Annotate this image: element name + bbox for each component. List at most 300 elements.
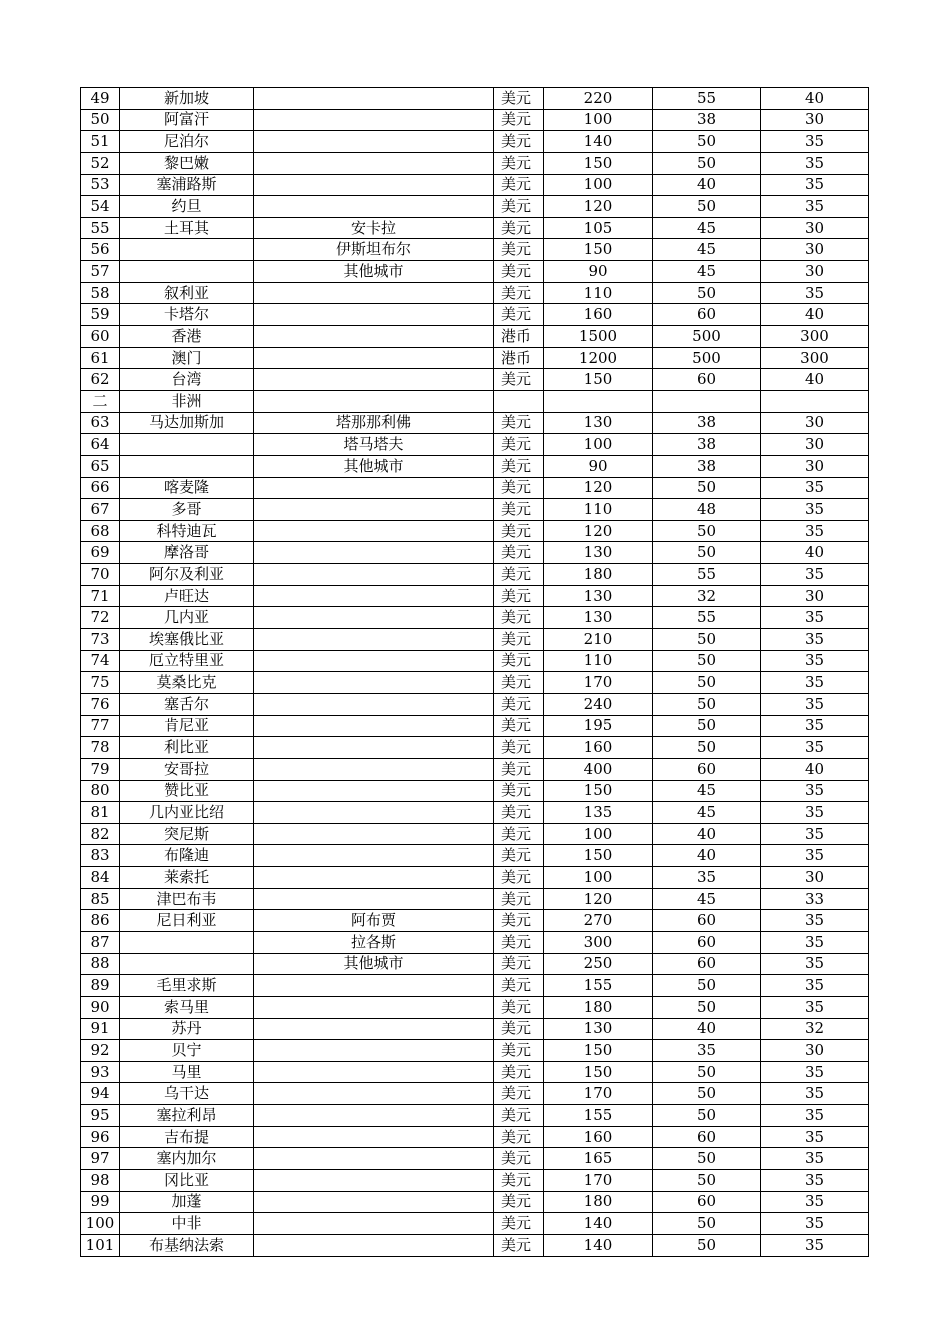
country-cell: 毛里求斯: [120, 975, 254, 997]
value-cell-1: 130: [544, 607, 653, 629]
table-row: [81, 1170, 869, 1192]
row-number-cell: 61: [81, 347, 120, 369]
value-cell-2: 50: [653, 629, 761, 651]
country-cell: 卡塔尔: [120, 304, 254, 326]
value-cell-3: 35: [761, 1191, 869, 1213]
value-cell-1: 300: [544, 931, 653, 953]
table-row: [81, 910, 869, 932]
country-cell: 阿尔及利亚: [120, 564, 254, 586]
currency-cell: 美元: [494, 1191, 544, 1213]
value-cell-2: 50: [653, 152, 761, 174]
country-cell: 非洲: [120, 390, 254, 412]
currency-cell: 美元: [494, 196, 544, 218]
value-cell-1: 130: [544, 1018, 653, 1040]
value-cell-3: 35: [761, 780, 869, 802]
city-cell: 伊斯坦布尔: [254, 239, 494, 261]
value-cell-3: 35: [761, 1061, 869, 1083]
currency-cell: 美元: [494, 520, 544, 542]
country-cell: 赞比亚: [120, 780, 254, 802]
value-cell-3: 35: [761, 196, 869, 218]
country-cell: 塞拉利昂: [120, 1105, 254, 1127]
table-row: [81, 369, 869, 391]
city-cell: [254, 737, 494, 759]
value-cell-1: 165: [544, 1148, 653, 1170]
country-cell: [120, 953, 254, 975]
value-cell-1: 155: [544, 1105, 653, 1127]
currency-cell: 美元: [494, 477, 544, 499]
row-number-cell: 54: [81, 196, 120, 218]
value-cell-1: 100: [544, 174, 653, 196]
table-row: [81, 953, 869, 975]
value-cell-3: 35: [761, 1083, 869, 1105]
city-cell: [254, 1213, 494, 1235]
currency-cell: 美元: [494, 434, 544, 456]
currency-cell: 美元: [494, 1083, 544, 1105]
value-cell-2: 50: [653, 715, 761, 737]
value-cell-1: 220: [544, 88, 653, 110]
value-cell-1: 110: [544, 282, 653, 304]
expense-standard-table: [80, 87, 869, 1257]
city-cell: [254, 174, 494, 196]
table-row: [81, 1083, 869, 1105]
city-cell: [254, 131, 494, 153]
city-cell: [254, 88, 494, 110]
country-cell: 卢旺达: [120, 585, 254, 607]
table-row: [81, 585, 869, 607]
city-cell: [254, 629, 494, 651]
table-row: [81, 455, 869, 477]
city-cell: [254, 1148, 494, 1170]
value-cell-3: 35: [761, 802, 869, 824]
value-cell-3: 35: [761, 1170, 869, 1192]
country-cell: 新加坡: [120, 88, 254, 110]
country-cell: [120, 261, 254, 283]
currency-cell: 美元: [494, 867, 544, 889]
table-row: [81, 975, 869, 997]
value-cell-1: 100: [544, 109, 653, 131]
value-cell-2: 50: [653, 996, 761, 1018]
value-cell-2: 60: [653, 931, 761, 953]
country-cell: 香港: [120, 326, 254, 348]
table-row: [81, 823, 869, 845]
currency-cell: 美元: [494, 975, 544, 997]
city-cell: 塔马塔夫: [254, 434, 494, 456]
row-number-cell: 79: [81, 758, 120, 780]
currency-cell: 美元: [494, 780, 544, 802]
row-number-cell: 90: [81, 996, 120, 1018]
value-cell-3: 35: [761, 131, 869, 153]
value-cell-3: 30: [761, 239, 869, 261]
value-cell-1: 140: [544, 1213, 653, 1235]
value-cell-1: 130: [544, 412, 653, 434]
value-cell-1: 140: [544, 131, 653, 153]
value-cell-2: 35: [653, 1040, 761, 1062]
value-cell-3: 35: [761, 953, 869, 975]
value-cell-3: 35: [761, 910, 869, 932]
value-cell-2: 45: [653, 802, 761, 824]
value-cell-1: 270: [544, 910, 653, 932]
row-number-cell: 97: [81, 1148, 120, 1170]
currency-cell: 美元: [494, 953, 544, 975]
value-cell-1: 135: [544, 802, 653, 824]
city-cell: 安卡拉: [254, 217, 494, 239]
value-cell-1: 150: [544, 780, 653, 802]
country-cell: 澳门: [120, 347, 254, 369]
row-number-cell: 72: [81, 607, 120, 629]
value-cell-3: 35: [761, 520, 869, 542]
row-number-cell: 80: [81, 780, 120, 802]
value-cell-2: 50: [653, 477, 761, 499]
value-cell-3: 35: [761, 1148, 869, 1170]
value-cell-2: 45: [653, 780, 761, 802]
country-cell: 莫桑比克: [120, 672, 254, 694]
value-cell-3: [761, 390, 869, 412]
currency-cell: 美元: [494, 672, 544, 694]
currency-cell: 美元: [494, 217, 544, 239]
city-cell: [254, 326, 494, 348]
row-number-cell: 91: [81, 1018, 120, 1040]
currency-cell: 美元: [494, 564, 544, 586]
city-cell: [254, 1191, 494, 1213]
value-cell-3: 30: [761, 412, 869, 434]
row-number-cell: 58: [81, 282, 120, 304]
value-cell-1: 160: [544, 304, 653, 326]
currency-cell: 美元: [494, 996, 544, 1018]
country-cell: 科特迪瓦: [120, 520, 254, 542]
city-cell: [254, 888, 494, 910]
value-cell-3: 35: [761, 477, 869, 499]
row-number-cell: 87: [81, 931, 120, 953]
country-cell: [120, 239, 254, 261]
country-cell: 布基纳法索: [120, 1234, 254, 1256]
value-cell-3: 30: [761, 1040, 869, 1062]
table-row: [81, 845, 869, 867]
table-row: [81, 347, 869, 369]
country-cell: 布隆迪: [120, 845, 254, 867]
city-cell: [254, 109, 494, 131]
value-cell-3: 40: [761, 304, 869, 326]
value-cell-3: 32: [761, 1018, 869, 1040]
city-cell: 阿布贾: [254, 910, 494, 932]
value-cell-2: 38: [653, 434, 761, 456]
country-cell: [120, 931, 254, 953]
city-cell: [254, 196, 494, 218]
row-number-cell: 95: [81, 1105, 120, 1127]
row-number-cell: 68: [81, 520, 120, 542]
value-cell-3: 35: [761, 715, 869, 737]
row-number-cell: 71: [81, 585, 120, 607]
currency-cell: 美元: [494, 1126, 544, 1148]
currency-cell: 美元: [494, 455, 544, 477]
value-cell-1: 105: [544, 217, 653, 239]
table-row: [81, 542, 869, 564]
value-cell-2: 50: [653, 1213, 761, 1235]
value-cell-2: 50: [653, 650, 761, 672]
currency-cell: 美元: [494, 412, 544, 434]
city-cell: 拉各斯: [254, 931, 494, 953]
row-number-cell: 66: [81, 477, 120, 499]
row-number-cell: 98: [81, 1170, 120, 1192]
value-cell-2: [653, 390, 761, 412]
country-cell: 突尼斯: [120, 823, 254, 845]
table-row: [81, 1018, 869, 1040]
value-cell-3: 35: [761, 672, 869, 694]
currency-cell: 美元: [494, 1061, 544, 1083]
city-cell: [254, 780, 494, 802]
value-cell-3: 35: [761, 931, 869, 953]
currency-cell: 美元: [494, 650, 544, 672]
value-cell-3: 40: [761, 369, 869, 391]
value-cell-3: 35: [761, 996, 869, 1018]
value-cell-2: 38: [653, 412, 761, 434]
city-cell: [254, 845, 494, 867]
row-number-cell: 59: [81, 304, 120, 326]
currency-cell: 美元: [494, 629, 544, 651]
value-cell-2: 55: [653, 88, 761, 110]
value-cell-1: 170: [544, 1170, 653, 1192]
value-cell-3: 30: [761, 217, 869, 239]
country-cell: 喀麦隆: [120, 477, 254, 499]
currency-cell: 美元: [494, 239, 544, 261]
row-number-cell: 78: [81, 737, 120, 759]
value-cell-2: 60: [653, 1191, 761, 1213]
currency-cell: 美元: [494, 369, 544, 391]
value-cell-3: 35: [761, 499, 869, 521]
currency-cell: 美元: [494, 1148, 544, 1170]
row-number-cell: 56: [81, 239, 120, 261]
row-number-cell: 63: [81, 412, 120, 434]
currency-cell: 美元: [494, 845, 544, 867]
currency-cell: 美元: [494, 282, 544, 304]
value-cell-1: 150: [544, 845, 653, 867]
value-cell-2: 45: [653, 888, 761, 910]
value-cell-3: 35: [761, 1105, 869, 1127]
table-row: [81, 650, 869, 672]
currency-cell: 美元: [494, 585, 544, 607]
currency-cell: 美元: [494, 715, 544, 737]
value-cell-3: 40: [761, 542, 869, 564]
city-cell: [254, 693, 494, 715]
country-cell: 马里: [120, 1061, 254, 1083]
value-cell-1: 100: [544, 434, 653, 456]
value-cell-1: 120: [544, 477, 653, 499]
value-cell-3: 30: [761, 261, 869, 283]
table-row: [81, 390, 869, 412]
table-row: [81, 499, 869, 521]
country-cell: [120, 434, 254, 456]
value-cell-3: 35: [761, 650, 869, 672]
value-cell-2: 50: [653, 520, 761, 542]
country-cell: 肯尼亚: [120, 715, 254, 737]
value-cell-3: 300: [761, 326, 869, 348]
table-row: [81, 282, 869, 304]
country-cell: 尼日利亚: [120, 910, 254, 932]
currency-cell: 美元: [494, 109, 544, 131]
currency-cell: 美元: [494, 737, 544, 759]
city-cell: [254, 607, 494, 629]
country-cell: 吉布提: [120, 1126, 254, 1148]
value-cell-1: 180: [544, 1191, 653, 1213]
row-number-cell: 77: [81, 715, 120, 737]
value-cell-3: 30: [761, 434, 869, 456]
table-row: [81, 1126, 869, 1148]
value-cell-3: 40: [761, 88, 869, 110]
country-cell: 台湾: [120, 369, 254, 391]
country-cell: 莱索托: [120, 867, 254, 889]
city-cell: [254, 477, 494, 499]
table-row: [81, 434, 869, 456]
value-cell-3: 33: [761, 888, 869, 910]
value-cell-2: 500: [653, 326, 761, 348]
table-row: [81, 131, 869, 153]
country-cell: 几内亚: [120, 607, 254, 629]
value-cell-3: 35: [761, 1126, 869, 1148]
country-cell: 贝宁: [120, 1040, 254, 1062]
table-row: [81, 1234, 869, 1256]
value-cell-1: 110: [544, 650, 653, 672]
city-cell: [254, 1061, 494, 1083]
value-cell-3: 35: [761, 845, 869, 867]
row-number-cell: 83: [81, 845, 120, 867]
country-cell: 几内亚比绍: [120, 802, 254, 824]
value-cell-2: 38: [653, 455, 761, 477]
country-cell: 利比亚: [120, 737, 254, 759]
value-cell-2: 50: [653, 1170, 761, 1192]
country-cell: 厄立特里亚: [120, 650, 254, 672]
value-cell-1: 180: [544, 996, 653, 1018]
table-row: [81, 326, 869, 348]
city-cell: 其他城市: [254, 261, 494, 283]
country-cell: 多哥: [120, 499, 254, 521]
country-cell: 尼泊尔: [120, 131, 254, 153]
currency-cell: 美元: [494, 1018, 544, 1040]
value-cell-3: 35: [761, 1234, 869, 1256]
value-cell-1: 130: [544, 542, 653, 564]
city-cell: [254, 520, 494, 542]
table-row: [81, 477, 869, 499]
row-number-cell: 84: [81, 867, 120, 889]
table-row: [81, 867, 869, 889]
currency-cell: 美元: [494, 758, 544, 780]
row-number-cell: 99: [81, 1191, 120, 1213]
value-cell-2: 45: [653, 261, 761, 283]
value-cell-1: 140: [544, 1234, 653, 1256]
currency-cell: 美元: [494, 693, 544, 715]
value-cell-1: 250: [544, 953, 653, 975]
country-cell: [120, 455, 254, 477]
value-cell-1: 150: [544, 1061, 653, 1083]
value-cell-2: 50: [653, 737, 761, 759]
currency-cell: 美元: [494, 888, 544, 910]
table-row: [81, 174, 869, 196]
value-cell-3: 35: [761, 975, 869, 997]
table-row: [81, 196, 869, 218]
city-cell: [254, 390, 494, 412]
table-row: [81, 1061, 869, 1083]
city-cell: [254, 152, 494, 174]
row-number-cell: 101: [81, 1234, 120, 1256]
value-cell-2: 500: [653, 347, 761, 369]
value-cell-1: 120: [544, 888, 653, 910]
row-number-cell: 50: [81, 109, 120, 131]
value-cell-3: 30: [761, 109, 869, 131]
currency-cell: 港币: [494, 347, 544, 369]
table-row: [81, 88, 869, 110]
country-cell: 安哥拉: [120, 758, 254, 780]
value-cell-1: 110: [544, 499, 653, 521]
value-cell-2: 60: [653, 953, 761, 975]
city-cell: [254, 1234, 494, 1256]
value-cell-1: 170: [544, 672, 653, 694]
currency-cell: 美元: [494, 261, 544, 283]
row-number-cell: 73: [81, 629, 120, 651]
value-cell-1: 240: [544, 693, 653, 715]
value-cell-1: 210: [544, 629, 653, 651]
value-cell-2: 48: [653, 499, 761, 521]
row-number-cell: 94: [81, 1083, 120, 1105]
row-number-cell: 96: [81, 1126, 120, 1148]
value-cell-2: 50: [653, 1234, 761, 1256]
row-number-cell: 65: [81, 455, 120, 477]
table-row: [81, 715, 869, 737]
value-cell-2: 60: [653, 1126, 761, 1148]
city-cell: [254, 1083, 494, 1105]
row-number-cell: 76: [81, 693, 120, 715]
value-cell-1: 150: [544, 239, 653, 261]
country-cell: 土耳其: [120, 217, 254, 239]
currency-cell: 美元: [494, 131, 544, 153]
table-row: [81, 931, 869, 953]
value-cell-2: 38: [653, 109, 761, 131]
currency-cell: 美元: [494, 1234, 544, 1256]
country-cell: 索马里: [120, 996, 254, 1018]
row-number-cell: 51: [81, 131, 120, 153]
value-cell-2: 50: [653, 131, 761, 153]
value-cell-2: 50: [653, 1083, 761, 1105]
value-cell-1: 130: [544, 585, 653, 607]
value-cell-3: 35: [761, 282, 869, 304]
table-row: [81, 520, 869, 542]
row-number-cell: 88: [81, 953, 120, 975]
value-cell-3: 30: [761, 585, 869, 607]
table-row: [81, 239, 869, 261]
city-cell: 塔那那利佛: [254, 412, 494, 434]
value-cell-1: 120: [544, 196, 653, 218]
row-number-cell: 57: [81, 261, 120, 283]
value-cell-3: 35: [761, 607, 869, 629]
row-number-cell: 62: [81, 369, 120, 391]
city-cell: [254, 975, 494, 997]
value-cell-2: 50: [653, 1148, 761, 1170]
value-cell-3: 35: [761, 693, 869, 715]
row-number-cell: 67: [81, 499, 120, 521]
value-cell-1: 195: [544, 715, 653, 737]
table-row: [81, 802, 869, 824]
table-row: [81, 1191, 869, 1213]
country-cell: 塞内加尔: [120, 1148, 254, 1170]
currency-cell: [494, 390, 544, 412]
currency-cell: 美元: [494, 1170, 544, 1192]
value-cell-2: 55: [653, 564, 761, 586]
table-row: [81, 629, 869, 651]
table-row: [81, 672, 869, 694]
row-number-cell: 60: [81, 326, 120, 348]
row-number-cell: 82: [81, 823, 120, 845]
currency-cell: 美元: [494, 1213, 544, 1235]
value-cell-2: 50: [653, 975, 761, 997]
city-cell: [254, 542, 494, 564]
value-cell-3: 35: [761, 564, 869, 586]
